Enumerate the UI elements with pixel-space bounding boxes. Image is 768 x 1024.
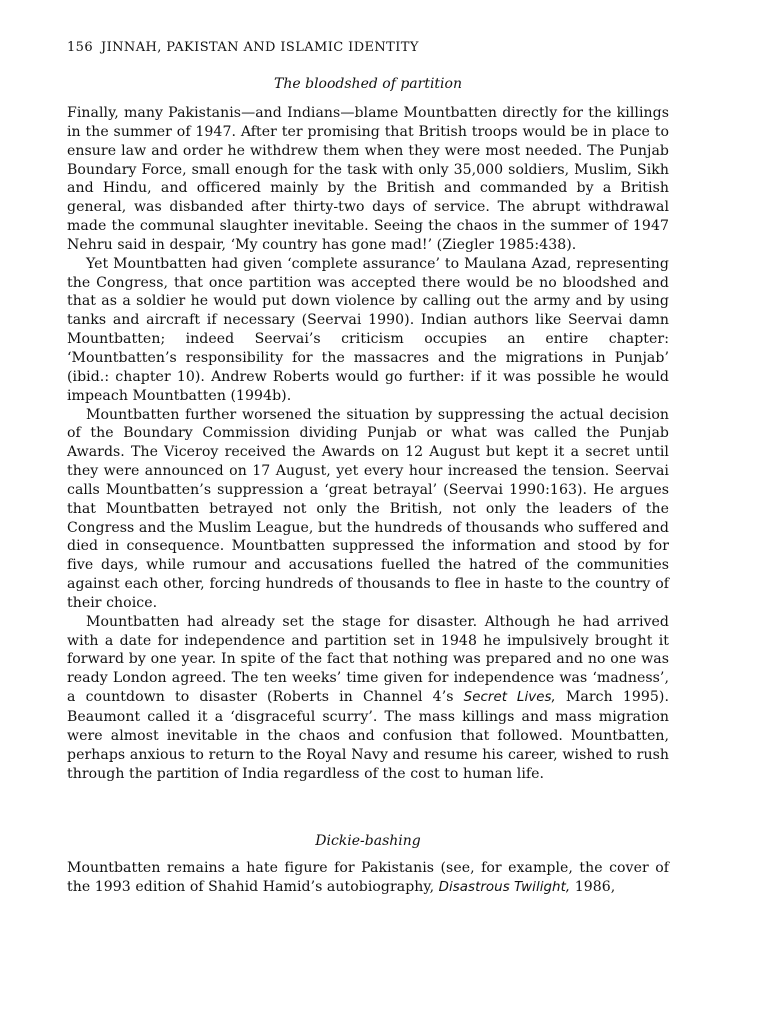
page-number: 156 (67, 40, 94, 55)
paragraph-4-text-a: Mountbatten had already set the stage for disaster. Although he had arrived with a date for independence and partition set in 1948 he impulsively brought it forward by one year. In spite of the fact that nothing was prepared and no one was ready London agreed. The ten weeks’ time given for independence was ‘madness’, a countdown to disaster (Roberts in Channel 4’s (67, 613, 669, 706)
section-body-dickie-bashing (67, 859, 669, 898)
paragraph-3: Mountbatten further worsened the situation by suppressing the actual decision of the Boundary Commission dividing Punjab or what was called the Punjab Awards. The Viceroy received the Awards on 12 August but kept it a secret until they were announced on 17 August, yet every hour increased the tension. Seervai calls Mountbatten’s suppression a ‘great betrayal’ (Seervai 1990:163). He argues that Mountbatten betrayed not only the British, not only the leaders of the Congress and the Muslim League, but the hundreds of thousands who suffered and died in consequence. Mountbatten suppressed the information and stood by for five days, while rumour and accusations fuelled the hatred of the communities against each other, forcing hundreds of thousands to flee in haste to the country of their choice. (67, 406, 669, 611)
paragraph-1: Finally, many Pakistanis—and Indians—blame Mountbatten directly for the killings in the summer of 1947. After ter promising that British troops would be in place to ensure law and order he withdrew them when they were most needed. The Punjab Boundary Force, small enough for the task with only 35,000 soldiers, Muslim, Sikh and Hindu, and officered mainly by the British and commanded by a British general, was disbanded after thirty-two days of service. The abrupt withdrawal made the communal slaughter inevitable. Seeing the chaos in the summer of 1947 Nehru said in despair, ‘My country has gone mad!’ (Ziegler 1985:438). (67, 105, 669, 253)
paragraph-5-text-b: 1986, (570, 878, 616, 895)
section-heading-bloodshed: The bloodshed of partition (274, 76, 462, 92)
paragraph-2: Yet Mountbatten had given ‘complete assurance’ to Maulana Azad, representing the Congress, that once partition was accepted there would be no bloodshed and that as a soldier he would put down violence by calling out the army and by using tanks and aircraft if necessary (Seervai 1990). Indian authors like Seervai damn Mountbatten; indeed Seervai’s criticism occupies an entire chapter: ‘Mountbatten’s responsibility for the massacres and the migrations in Punjab’ (ibid.: chapter 10). Andrew Roberts would go further: if it was possible he would impeach Mountbatten (1994b). (67, 255, 669, 404)
running-header (67, 40, 419, 55)
section-body-bloodshed (67, 104, 669, 783)
running-title: JINNAH, PAKISTAN AND ISLAMIC IDENTITY (101, 40, 419, 55)
paragraph-4-text-b: March 1995). Beaumont called it a ‘disgraceful scurry’. The mass killings and mass migration were almost inevitable in the chaos and confusion that followed. Mountbatten, perhaps anxious to return to the Royal Navy and resume his career, wished to rush through the partition of India regardless of the cost to human life. (67, 689, 669, 782)
paragraph-5-italic-title: Disastrous Twilight, (438, 879, 571, 895)
paragraph-4 (67, 613, 669, 784)
paragraph-5-text-a: Mountbatten remains a hate figure for Pakistanis (see, for example, the cover of the 1993 edition of Shahid Hamid’s autobiography, (67, 860, 669, 895)
paragraph-4-italic-title: Secret Lives, (463, 690, 556, 706)
section-heading-dickie-bashing: Dickie-bashing (315, 833, 421, 849)
paragraph-5 (67, 859, 669, 898)
